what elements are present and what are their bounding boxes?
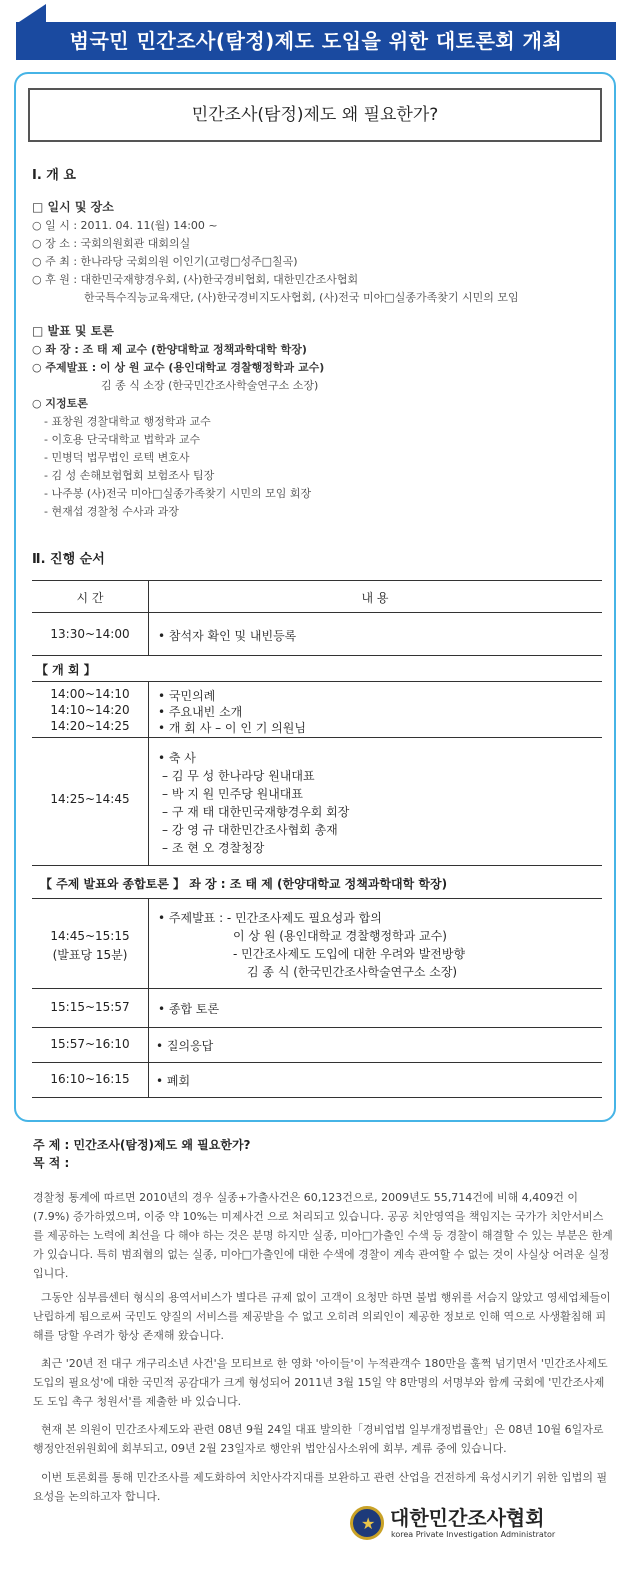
- purpose-paragraph: 현재 본 의원이 민간조사제도와 관련 08년 9월 24일 대표 발의한「경비업법 일부개정법률안」은 08년 10월 6일자로 행정안전위원회에 회부되고, 09년 2월 23일자로 행안위 법안심사소위에 회부, 계류 중에 있습니다.: [33, 1423, 604, 1455]
- row-content: – 박 지 원 민주당 원내대표: [162, 787, 303, 801]
- row-content: • 주요내빈 소개: [158, 705, 243, 719]
- theme-line: 주 제 : 민간조사(탐정)제도 왜 필요한가?: [33, 1138, 251, 1152]
- row-content: • 개 회 사 – 이 인 기 의원님: [158, 721, 306, 735]
- purpose-paragraph: 이번 토론회를 통해 민간조사를 제도화하여 치안사각지대를 보완하고 관련 산업을 건전하게 육성시키기 위한 입법의 필요성을 논의하고자 합니다.: [33, 1471, 608, 1503]
- discussant-item: - 나주봉 (사)전국 미아□실종가족찾기 시민의 모임 회장: [44, 487, 312, 500]
- row-time: 15:57~16:10: [50, 1037, 130, 1051]
- row-time-note: (발표당 15분): [52, 948, 128, 962]
- table-rule: [32, 988, 602, 989]
- table-rule: [32, 580, 602, 581]
- overview-heading: Ⅰ. 개 요: [32, 168, 76, 183]
- discussant-item: - 현재섭 경찰청 수사과 과장: [44, 505, 179, 518]
- table-rule: [32, 681, 602, 682]
- row-time: 15:15~15:57: [50, 1000, 130, 1014]
- association-name: 대한민간조사협회: [390, 1506, 545, 1530]
- row-time: 14:00~14:10: [50, 687, 130, 701]
- row-time: 14:10~14:20: [50, 703, 130, 717]
- overview-item-place: ○ 장 소 : 국회의원회관 대회의실: [32, 237, 191, 250]
- purpose-paragraph: 경찰청 통계에 따르면 2010년의 경우 실종+가출사건은 60,123건으로, 2009년도 55,714건에 비해 4,409건 이(7.9%) 증가하였으며, 이중 약 10%는 미제사건 으로 처리되고 있습니다. 공공 치안영역을 책임지는 국가가 치안서비스를 제공하는 노력에 최선을 다 해야 하는 것은 분명 하지만 실종, 미아□가출인 수색 등 경찰이 해결할 수 있는 부분은 한계가 있습니다. 특히 범죄혐의 없는 실종, 미아□가출인에 대한 수색에 경찰이 계속 관여할 수 없는 것이 사실상 어려운 실정입니다.: [33, 1191, 613, 1280]
- row-content: • 축 사: [158, 751, 196, 765]
- table-rule: [32, 1062, 602, 1063]
- row-content: – 강 영 규 대한민간조사협회 총재: [162, 823, 338, 837]
- table-rule: [32, 898, 602, 899]
- table-divider: [148, 898, 149, 1097]
- table-rule: [32, 612, 602, 613]
- purpose-paragraph: 그동안 심부름센터 형식의 용역서비스가 별다른 규제 없이 고객이 요청만 하면 불법 행위를 서슴지 않았고 영세업체들이 난립하게 됨으로써 국민도 양질의 서비스를 제공받을 수 없고 오히려 의뢰인이 제공한 정보로 인해 역으로 사생활침해 피해를 당할 우려가 항상 존재해 왔습니다.: [33, 1291, 611, 1342]
- chair-line: ○ 좌 장 : 조 태 제 교수 (한양대학교 정책과학대학 학장): [32, 343, 307, 356]
- discussant-item: - 김 성 손해보험협회 보험조사 팀장: [44, 469, 215, 482]
- row-content: – 구 재 태 대한민국재향경우회 회장: [162, 805, 350, 819]
- presenter-line-2: 김 종 식 소장 (한국민간조사학술연구소 소장): [101, 379, 319, 392]
- row-content: – 조 현 오 경찰청장: [162, 841, 265, 855]
- overview-item-date: ○ 일 시 : 2011. 04. 11(월) 14:00 ~: [32, 219, 218, 232]
- association-name-en: korea Private Investigation Administrator: [391, 1530, 556, 1539]
- place-heading: □ 일시 및 장소: [32, 200, 114, 214]
- row-content: • 폐회: [156, 1074, 191, 1088]
- table-rule: [32, 1027, 602, 1028]
- table-rule: [32, 655, 602, 656]
- discussants-heading: ○ 지정토론: [32, 397, 88, 410]
- banner-title: 범국민 민간조사(탐정)제도 도입을 위한 대토론회 개최: [69, 29, 563, 53]
- row-content: 김 종 식 (한국민간조사학술연구소 소장): [247, 965, 458, 979]
- purpose-line: 목 적 :: [33, 1156, 70, 1170]
- presenter-line-1: ○ 주제발표 : 이 상 원 교수 (용인대학교 경찰행정학과 교수): [32, 361, 325, 374]
- section-open: 【 개 회 】: [36, 663, 96, 677]
- table-rule: [32, 1097, 602, 1098]
- row-content: • 종합 토론: [158, 1002, 220, 1016]
- overview-item-host: ○ 주 최 : 한나라당 국회의원 이인기(고령□성주□칠곡): [32, 255, 298, 268]
- schedule-heading: Ⅱ. 진행 순서: [32, 552, 105, 567]
- row-time: 14:45~15:15: [50, 929, 130, 943]
- row-content: • 국민의례: [158, 689, 216, 703]
- banner-corner-tab: [16, 4, 46, 24]
- row-content: 이 상 원 (용인대학교 경찰행정학과 교수): [233, 929, 447, 943]
- row-time: 14:25~14:45: [50, 792, 130, 806]
- association-seal-icon: [350, 1506, 384, 1540]
- purpose-paragraph: 최근 '20년 전 대구 개구리소년 사건'을 모티브로 한 영화 '아이들'이 누적관객수 180만을 훌쩍 넘기면서 '민간조사제도 도입의 필요성'에 대한 국민적 공감대가 크게 형성되어 2011년 3월 15일 약 8만명의 서명부와 함께 국회에 '민간조사제도 도입 촉구 청원서'를 제출한 바 있습니다.: [33, 1357, 608, 1408]
- section-topic: 【 주제 발표와 종합토론 】 좌 장 : 조 태 제 (한양대학교 정책과학대학 학장): [40, 877, 448, 891]
- overview-item-sponsor-cont: 한국특수직능교육재단, (사)한국경비지도사협회, (사)전국 미아□실종가족찾기 시민의 모임: [84, 291, 519, 304]
- table-rule: [32, 737, 602, 738]
- row-time: 16:10~16:15: [50, 1072, 130, 1086]
- subtitle-box: 민간조사(탐정)제도 왜 필요한가?: [28, 88, 602, 142]
- row-content: • 주제발표 : - 민간조사제도 필요성과 합의: [158, 911, 382, 925]
- column-header-content: 내 용: [361, 591, 389, 605]
- row-content: • 질의응답: [156, 1039, 214, 1053]
- panel-heading: □ 발표 및 토론: [32, 324, 114, 338]
- row-content: - 민간조사제도 도입에 대한 우려와 발전방향: [233, 947, 466, 961]
- discussant-item: - 민병덕 법무법인 로텍 변호사: [44, 451, 190, 464]
- overview-item-sponsor: ○ 후 원 : 대한민국재향경우회, (사)한국경비협회, 대한민간조사협회: [32, 273, 359, 286]
- row-time: 13:30~14:00: [50, 627, 130, 641]
- row-content: • 참석자 확인 및 내빈등록: [158, 629, 297, 643]
- table-divider: [148, 681, 149, 865]
- discussant-item: - 표창원 경찰대학교 행정학과 교수: [44, 415, 211, 428]
- star-icon: ★: [361, 1514, 376, 1533]
- row-content: – 김 무 성 한나라당 원내대표: [162, 769, 315, 783]
- table-rule: [32, 865, 602, 866]
- row-time: 14:20~14:25: [50, 719, 130, 733]
- discussant-item: - 이호용 단국대학교 법학과 교수: [44, 433, 201, 446]
- column-header-time: 시 간: [76, 591, 104, 605]
